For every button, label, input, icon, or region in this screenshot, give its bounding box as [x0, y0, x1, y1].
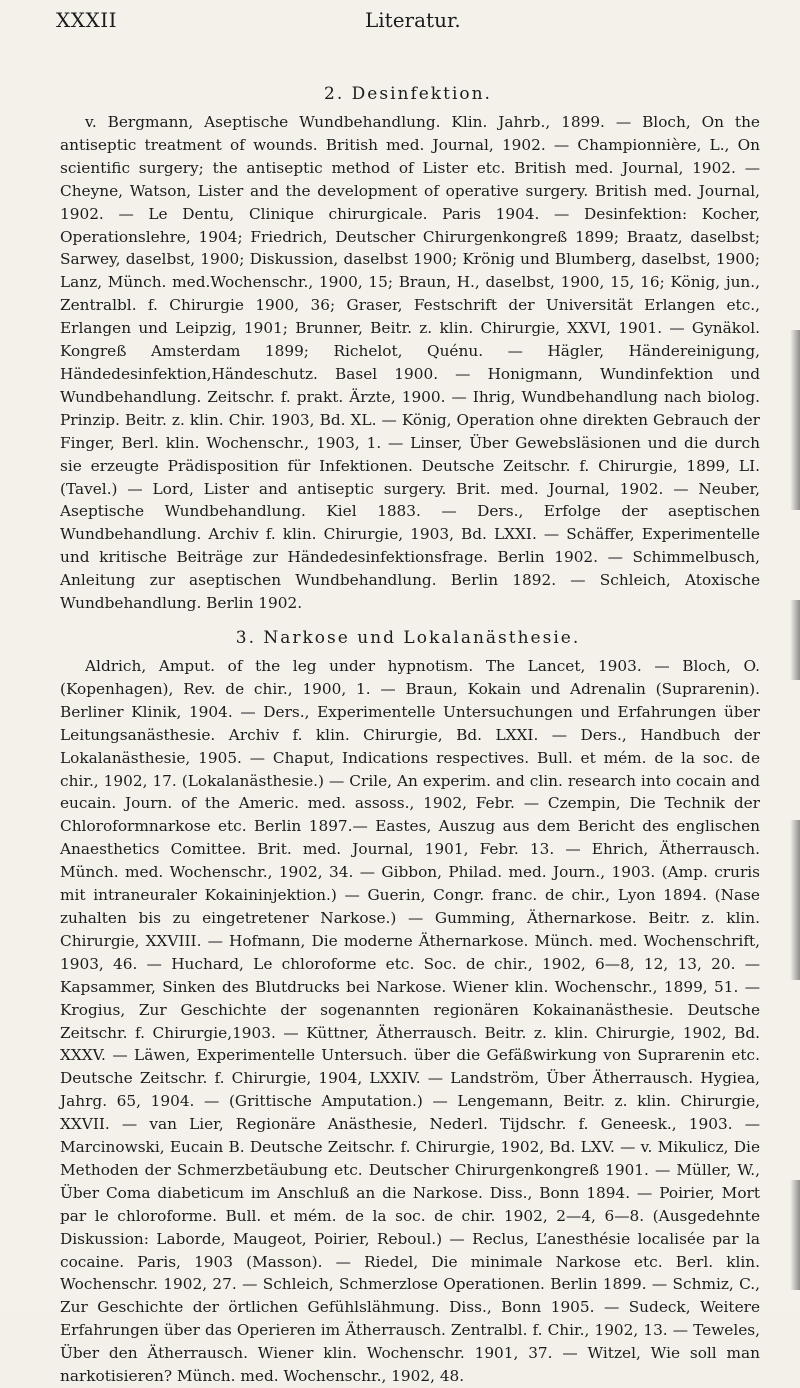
page-edge-shadow: [790, 330, 800, 510]
section-body-narkose: [60, 655, 760, 1388]
section-body-desinfektion: [60, 111, 760, 615]
page-number: XXXII: [56, 8, 118, 32]
bibliography-paragraph: Aldrich, Amput. of the leg under hypnotism. The Lancet, 1903. — Bloch, O. (Kopenhagen), Rev. de chir., 1900, 1. — Braun, Kokain und Adrenalin (Suprarenin). Berliner Klinik, 1904. — Ders., Experimentelle Untersuchungen und Erfahrungen über Leitungsanästhesie. Archiv f. klin. Chirurgie, Bd. LXXI. — Ders., Handbuch der Lokalanästhesie, 1905. — Chaput, Indications respectives. Bull. et mém. de la soc. de chir., 1902, 17. (Lokalanästhesie.) — Crile, An experim. and clin. research into cocain and eucain. Journ. of the Americ. med. assoss., 1902, Febr. — Czempin, Die Technik der Chloroformnarkose etc. Berlin 1897.— Eastes, Auszug aus dem Bericht des englischen Anaesthetics Comittee. Brit. med. Journal, 1901, Febr. 13. — Ehrich, Ätherrausch. Münch. med. Wochenschr., 1902, 34. — Gibbon, Philad. med. Journ., 1903. (Amp. cruris mit intraneuraler Kokaininjektion.) — Guerin, Congr. franc. de chir., Lyon 1894. (Nase zuhalten bis zu eingetretener Narkose.) — Gumming, Äthernarkose. Beitr. z. klin. Chirurgie, XXVIII. — Hofmann, Die moderne Äthernarkose. Münch. med. Wochenschrift, 1903, 46. — Huchard, Le chloroforme etc. Soc. de chir., 1902, 6—8, 12, 13, 20. — Kapsammer, Sinken des Blutdrucks bei Narkose. Wiener klin. Wochenschr., 1899, 51. — Krogius, Zur Geschichte der sogenannten regionären Kokainanästhesie. Deutsche Zeitschr. f. Chirurgie,1903. — Küttner, Ätherrausch. Beitr. z. klin. Chirurgie, 1902, Bd. XXXV. — Läwen, Experimentelle Untersuch. über die Gefäßwirkung von Suprarenin etc. Deutsche Zeitschr. f. Chirurgie, 1904, LXXIV. — Landström, Über Ätherrausch. Hygiea, Jahrg. 65, 1904. — (Grittische Amputation.) — Lengemann, Beitr. z. klin. Chirurgie, XXVII. — van Lier, Regionäre Anästhesie, Nederl. Tijdschr. f. Geneesk., 1903. — Marcinowski, Eucain B. Deutsche Zeitschr. f. Chirurgie, 1902, Bd. LXV. — v. Mikulicz, Die Methoden der Schmerzbetäubung etc. Deutscher Chirurgenkongreß 1901. — Müller, W., Über Coma diabeticum im Anschluß an die Narkose. Diss., Bonn 1894. — Poirier, Mort par le chloroforme. Bull. et mém. de la soc. de chir. 1902, 2—4, 6—8. (Ausgedehnte Diskussion: Laborde, Maugeot, Poirier, Reboul.) — Reclus, L’anesthésie localisée par la cocaine. Paris, 1903 (Masson). — Riedel, Die minimale Narkose etc. Berl. klin. Wochenschr. 1902, 27. — Schleich, Schmerzlose Operationen. Berlin 1899. — Schmiz, C., Zur Geschichte der örtlichen Gefühlslähmung. Diss., Bonn 1905. — Sudeck, Weitere Erfahrungen über das Operieren im Ätherrausch. Zentralbl. f. Chir., 1902, 13. — Teweles, Über den Ätherrausch. Wiener klin. Wochenschr. 1901, 37. — Witzel, Wie soll man narkotisieren? Münch. med. Wochenschr., 1902, 48.: [60, 657, 760, 1386]
page-edge-shadow: [790, 1180, 800, 1290]
section-heading-desinfektion: 2. Desinfektion.: [324, 84, 492, 104]
page-edge-shadow: [790, 600, 800, 680]
section-heading-narkose: 3. Narkose und Lokalanästhesie.: [235, 628, 581, 648]
page-edge-shadow: [790, 820, 800, 980]
bibliography-paragraph: v. Bergmann, Aseptische Wundbehandlung. Klin. Jahrb., 1899. — Bloch, On the antiseptic treatment of wounds. British med. Journal, 1902. — Championnière, L., On scientific surgery; the antiseptic method of Lister etc. British med. Journal, 1902. — Cheyne, Watson, Lister and the development of operative surgery. British med. Journal, 1902. — Le Dentu, Clinique chirurgicale. Paris 1904. — Desinfektion: Kocher, Operationslehre, 1904; Friedrich, Deutscher Chirurgenkongreß 1899; Braatz, daselbst; Sarwey, daselbst, 1900; Diskussion, daselbst 1900; Krönig und Blumberg, daselbst, 1900; Lanz, Münch. med.Wochenschr., 1900, 15; Braun, H., daselbst, 1900, 15, 16; König, jun., Zentralbl. f. Chirurgie 1900, 36; Graser, Festschrift der Universität Erlangen etc., Erlangen und Leipzig, 1901; Brunner, Beitr. z. klin. Chirurgie, XXVI, 1901. — Gynäkol. Kongreß Amsterdam 1899; Richelot, Quénu. — Hägler, Händereinigung, Händedesinfektion,Händeschutz. Basel 1900. — Honigmann, Wundinfektion und Wundbehandlung. Zeitschr. f. prakt. Ärzte, 1900. — Ihrig, Wundbehandlung nach biolog. Prinzip. Beitr. z. klin. Chir. 1903, Bd. XL. — König, Operation ohne direkten Gebrauch der Finger, Berl. klin. Wochenschr., 1903, 1. — Linser, Über Gewebsläsionen und die durch sie erzeugte Prädisposition für Infektionen. Deutsche Zeitschr. f. Chirurgie, 1899, LI. (Tavel.) — Lord, Lister and antiseptic surgery. Brit. med. Journal, 1902. — Neuber, Aseptische Wundbehandlung. Kiel 1883. — Ders., Erfolge der aseptischen Wundbehandlung. Archiv f. klin. Chirurgie, 1903, Bd. LXXI. — Schäffer, Experimentelle und kritische Beiträge zur Händedesinfektionsfrage. Berlin 1902. — Schimmelbusch, Anleitung zur aseptischen Wundbehandlung. Berlin 1892. — Schleich, Atoxische Wundbehandlung. Berlin 1902.: [60, 113, 760, 613]
running-title: Literatur.: [365, 8, 461, 32]
page-header: [56, 8, 760, 38]
